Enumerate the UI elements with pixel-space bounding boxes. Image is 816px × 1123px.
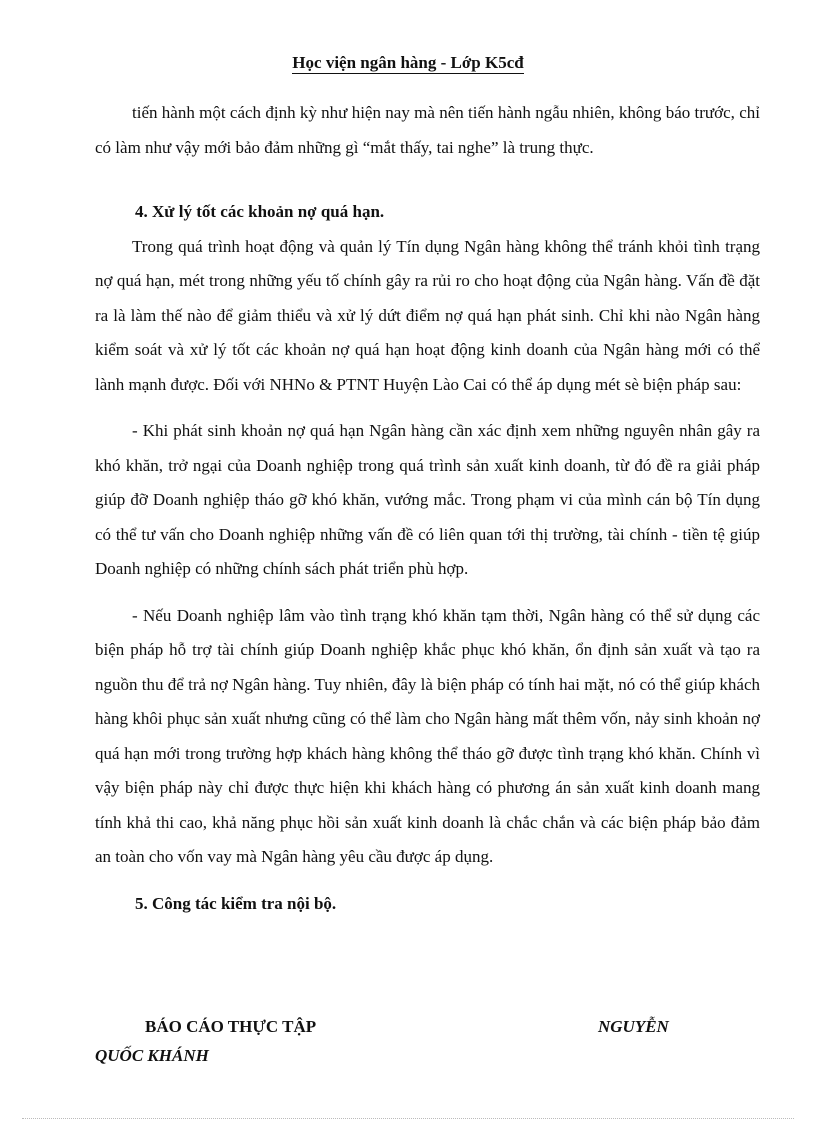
section-heading-5: 5. Công tác kiểm tra nội bộ. xyxy=(135,893,337,913)
paragraph-1: Trong quá trình hoạt động và quản lý Tín dụng Ngân hàng không thể tránh khỏi tình trạng nợ quá hạn, mét trong những yếu tố chính gây ra rủi ro cho hoạt động của Ngân hàng. Vấn đề đặt ra là làm thế nào để giảm thiểu và xử lý dứt điểm nợ quá hạn phát sinh. Chỉ khi nào Ngân hàng kiểm soát và xử lý tốt các khoản nợ quá hạn hoạt động kinh doanh của Ngân hàng mới có thể lành mạnh được. Đối với NHNo & PTNT Huyện Lào Cai có thể áp dụng mét sè biện pháp sau: xyxy=(95,236,760,394)
paragraph-intro: tiến hành một cách định kỳ như hiện nay mà nên tiến hành ngẫu nhiên, không báo trước, chỉ có làm như vậy mới bảo đảm những gì “mắt thấy, tai nghe” là trung thực. xyxy=(95,103,760,157)
footer-report-label: BÁO CÁO THỰC TẬP xyxy=(145,1017,317,1036)
section-heading-4: 4. Xử lý tốt các khoản nợ quá hạn. xyxy=(135,202,385,221)
footer-author-first: NGUYỄN xyxy=(598,1017,669,1036)
paragraph-3: - Nếu Doanh nghiệp lâm vào tình trạng khó khăn tạm thời, Ngân hàng có thể sử dụng các biện pháp hỗ trợ tài chính giúp Doanh nghiệp khắc phục khó khăn, ổn định sản xuất và tạo ra nguồn thu để trả nợ Ngân hàng. Tuy nhiên, đây là biện pháp có tính hai mặt, nó có thể giúp khách hàng khôi phục sản xuất nhưng cũng có thể làm cho Ngân hàng mất thêm vốn, nảy sinh khoản nợ quá hạn mới trong trường hợp khách hàng không thể tháo gỡ được tình trạng khó khăn. Chính vì vậy biện pháp này chỉ được thực hiện khi khách hàng có phương án sản xuất kinh doanh mang tính khả thi cao, khả năng phục hồi sản xuất kinh doanh là chắc chắn và các biện pháp bảo đảm an toàn cho vốn vay mà Ngân hàng yêu cầu được áp dụng. xyxy=(95,605,760,866)
paragraph-2: - Khi phát sinh khoản nợ quá hạn Ngân hàng cần xác định xem những nguyên nhân gây ra khó khăn, trở ngại của Doanh nghiệp trong quá trình sản xuất kinh doanh, từ đó đề ra giải pháp giúp đỡ Doanh nghiệp tháo gỡ khó khăn, vướng mắc. Trong phạm vi của mình cán bộ Tín dụng có thể tư vấn cho Doanh nghiệp những vấn đề có liên quan tới thị trường, tài chính - tiền tệ giúp Doanh nghiệp có những chính sách phát triển phù hợp. xyxy=(95,421,760,578)
footer-author-rest: QUỐC KHÁNH xyxy=(95,1046,209,1065)
header-title: Học viện ngân hàng - Lớp K5cđ xyxy=(292,53,524,72)
page-header xyxy=(0,53,816,73)
document-body xyxy=(95,96,760,921)
page-bottom-divider xyxy=(22,1118,794,1119)
